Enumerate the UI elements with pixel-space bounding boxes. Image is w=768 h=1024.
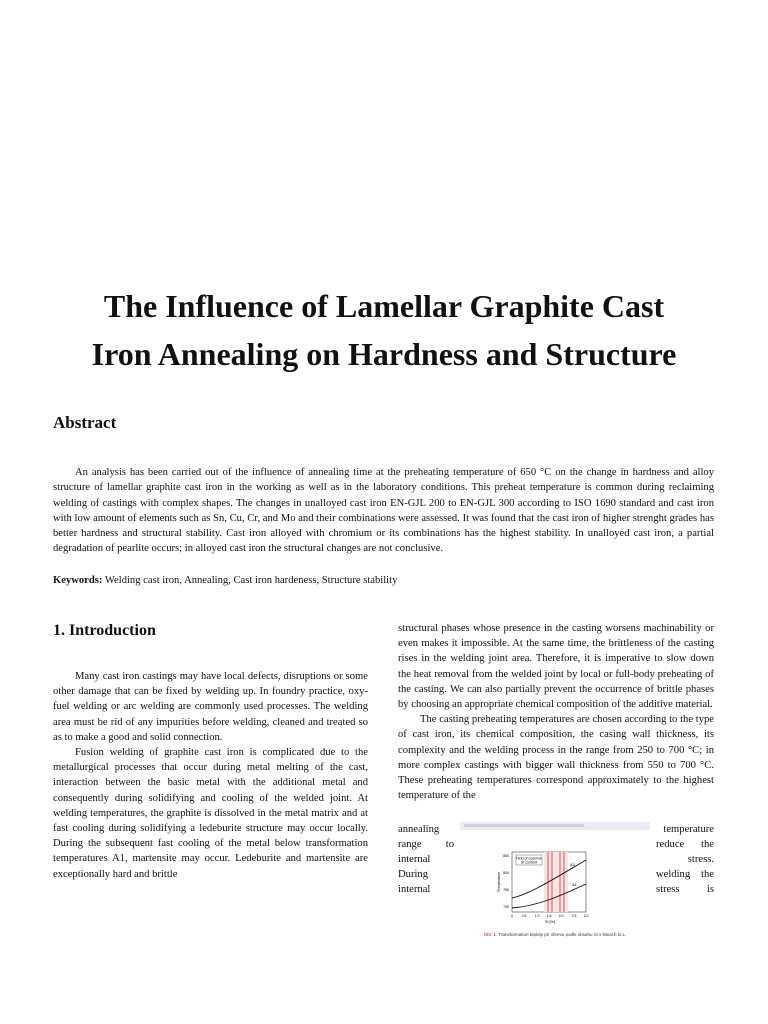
wrap-left-line-4: During — [398, 869, 429, 880]
y-tick: 700 — [503, 905, 509, 909]
x-tick: 2.0 — [558, 914, 564, 918]
caption-prefix: Obr. 1. — [483, 932, 498, 937]
wrap-right-line-5: stress is — [656, 884, 714, 895]
legend-title-2: Si content — [521, 860, 537, 865]
curve-label-a3: A3 — [570, 862, 575, 867]
figure-1 — [460, 822, 650, 954]
curve-label-a1: A1 — [572, 882, 577, 887]
y-axis-label: Temperature — [497, 871, 501, 893]
intro-paragraph-1: Many cast iron castings may have local defects, disruptions or some other damage that can be fixed by welding up. In foundry practice, oxy-fuel welding or arc welding are commonly used processes. The welding area must be rid of any impurities before welding, cleaned and treated so as to make a good and solid connection. — [53, 671, 368, 743]
introduction-heading: 1. Introduction — [53, 622, 156, 639]
wrap-left-line-3: internal — [398, 854, 431, 865]
x-tick: 1.5 — [546, 914, 552, 918]
wrap-right-line-1: temperature — [663, 824, 714, 835]
intro-paragraph-3: structural phases whose presence in the casting worsens machinability or even makes it impossible. At the same time, the brittleness of the casting rises in the welding joint area. Therefore, it is imperative to slow down the heat removal from the welded joint by local or full-body preheating of the casting. We can also partially prevent the occurrence of brittle phases by choosing an appropriate chemical composition of the additive material. — [398, 623, 714, 711]
y-tick: 750 — [503, 888, 509, 892]
wrap-left-line-2: range to — [398, 839, 454, 850]
wrap-right-line-2: reduce the — [656, 839, 714, 850]
abstract-text: An analysis has been carried out of the influence of annealing time at the preheating temperature of 650 °C on the change in hardness and alloy structure of lamellar graphite cast iron in the working as well as in the laboratory conditions. This preheat temperature is common during reclaiming welding of castings with complex shapes. The changes in unalloyed cast iron EN-GJL 200 to EN-GJL 300 according to ISO 1690 standard and cast iron with low amount of elements such as Sn, Cu, Cr, and Mo and their combinations were assessed. It was found that the cast iron of higher strenght grades has better hardness and structural stability. Cast iron alloyed with chromium or its combinations has the highest stability. In unalloyed cast iron, a partial degradation of pearlite occurs; in alloyed cast iron the structural changes are not conclusive. — [53, 467, 714, 555]
x-tick: 1.0 — [534, 914, 540, 918]
paper-title — [40, 282, 728, 378]
title-line-1: The Influence of Lamellar Graphite Cast — [103, 288, 665, 324]
keywords-text: Welding cast iron, Annealing, Cast iron hardeness, Structure stability — [102, 575, 398, 586]
wrap-right-line-3: stress. — [687, 854, 714, 865]
x-axis-label: Si [%] — [545, 920, 555, 924]
y-tick: 850 — [503, 854, 509, 858]
left-column — [53, 669, 368, 882]
x-tick: 0.5 — [521, 914, 527, 918]
x-tick: 3.0 — [583, 914, 589, 918]
abstract-heading: Abstract — [53, 413, 117, 432]
right-column — [398, 621, 714, 803]
caption-text: Transformation teploty pri ohrevu podle obsahu Si v litinach G.L. — [498, 932, 627, 937]
intro-paragraph-4: The casting preheating temperatures are chosen according to the type of cast iron, its chemical composition, the casing wall thickness, its complexity and the welding process in the range from 250 to 700 °C; in more complex castings with bigger wall thickness from 550 to 700 °C. These preheating temperatures correspond approximately to the highest temperature of the — [398, 714, 714, 802]
y-tick: 800 — [503, 871, 509, 875]
intro-paragraph-2: Fusion welding of graphite cast iron is complicated due to the metallurgical processes that occur during metal melting of the cast, interaction between the basic metal with the additional metal and consequently during solidifying and cooling of the welded joint. At welding temperatures, the graphite is dissolved in the metal matrix and at fast cooling during solidifying a ledeburite structure may occur locally. During the subsequent fast cooling of the metal below transformation temperatures A1, martensite may occur. Ledeburite and martensite are exceptionally hard and brittle — [53, 747, 368, 880]
wrap-left-line-1: annealing — [398, 824, 440, 835]
wrap-right-line-4: welding the — [656, 869, 714, 880]
figure-graph — [460, 822, 650, 932]
wrap-left-line-5: internal — [398, 884, 431, 895]
keywords-label: Keywords: — [53, 575, 103, 586]
title-line-2: Iron Annealing on Hardness and Structure — [91, 336, 677, 372]
figure-caption — [466, 932, 644, 938]
legend-title-1: Field of common — [515, 856, 543, 861]
figure-toolbar-strip — [464, 824, 584, 827]
x-tick: 2.5 — [571, 914, 577, 918]
keywords — [53, 573, 714, 588]
x-tick: 0 — [511, 914, 513, 918]
